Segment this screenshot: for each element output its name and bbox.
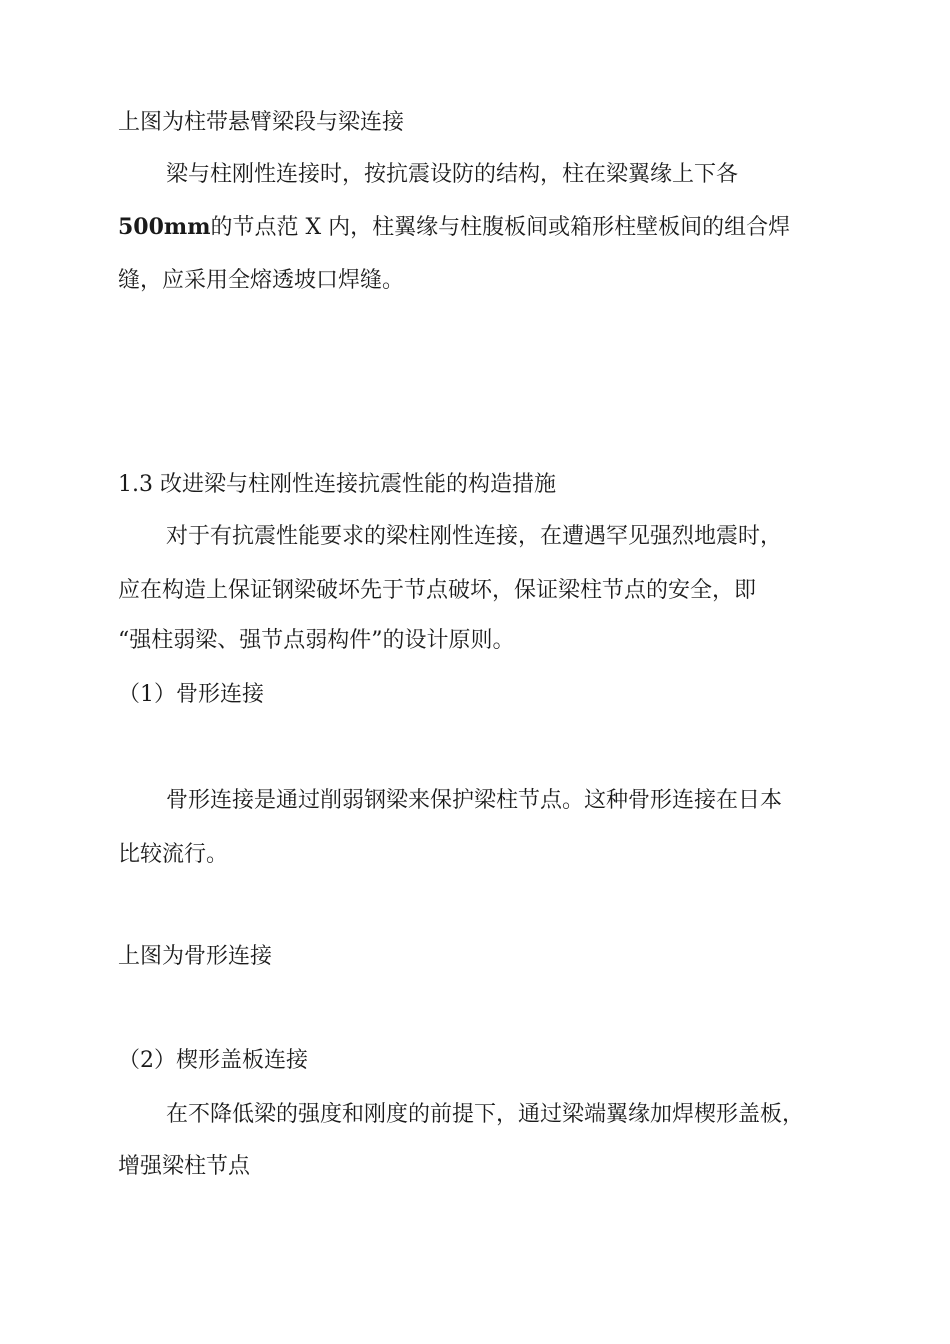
paragraph-line: 骨形连接是通过削弱钢梁来保护梁柱节点。这种骨形连接在日本 — [166, 788, 783, 813]
paragraph-line: 缝，应采用全熔透坡口焊缝。 — [118, 268, 405, 293]
paragraph-line: “强柱弱梁、强节点弱构件”的设计原则。 — [118, 628, 515, 653]
figure-caption-bone: 上图为骨形连接 — [118, 944, 273, 969]
paragraph-line: 对于有抗震性能要求的梁柱刚性连接，在遭遇罕见强烈地震时， — [166, 524, 783, 549]
paragraph-text: 的节点范 X 内，柱翼缘与柱腹板间或箱形柱壁板间的组合焊 — [210, 215, 791, 240]
paragraph-line: 比较流行。 — [118, 842, 229, 867]
paragraph-line — [118, 212, 790, 243]
subsection-heading-bone: （1）骨形连接 — [118, 682, 264, 707]
paragraph-line: 梁与柱刚性连接时，按抗震设防的结构，柱在梁翼缘上下各 — [166, 162, 739, 187]
paragraph-line: 应在构造上保证钢梁破坏先于节点破坏，保证梁柱节点的安全，即 — [118, 578, 757, 603]
paragraph-line: 在不降低梁的强度和刚度的前提下，通过梁端翼缘加焊楔形盖板， — [166, 1102, 805, 1127]
section-heading: 1.3 改进梁与柱刚性连接抗震性能的构造措施 — [118, 472, 556, 497]
figure-caption-cantilever: 上图为柱带悬臂梁段与梁连接 — [118, 110, 405, 135]
dimension-value: 500mm — [118, 214, 211, 240]
paragraph-line: 增强梁柱节点 — [118, 1154, 251, 1179]
subsection-heading-wedge: （2）楔形盖板连接 — [118, 1048, 308, 1073]
